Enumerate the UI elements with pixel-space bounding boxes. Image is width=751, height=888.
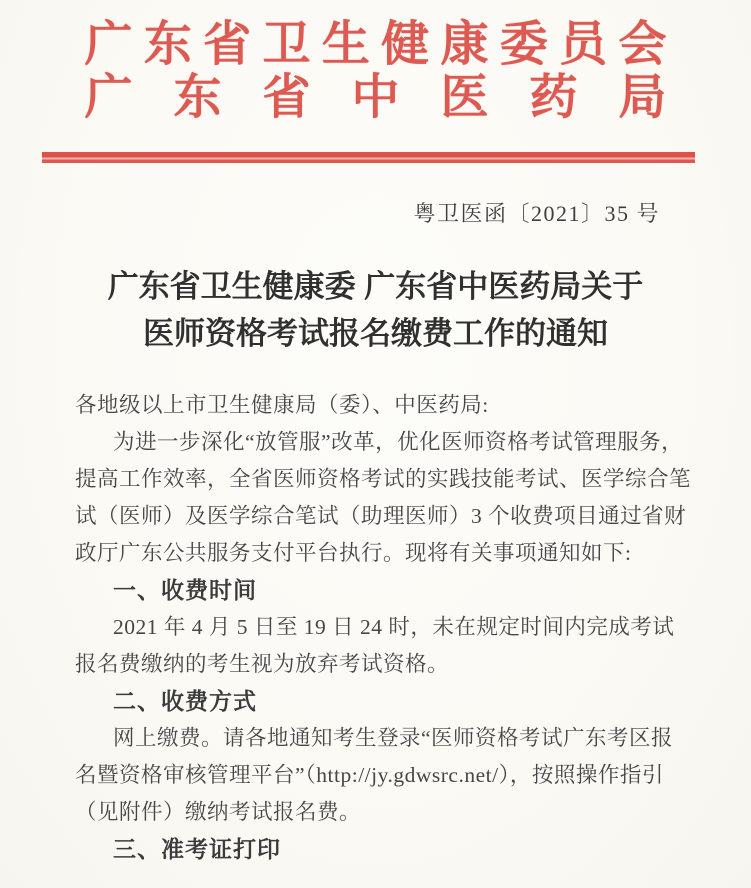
document-title	[0, 263, 751, 357]
section-1-heading: 一、收费时间	[113, 577, 257, 603]
document-number: 粤卫医函〔2021〕35 号	[413, 201, 660, 226]
intro-para-line-1: 为进一步深化“放管服”改革，优化医师资格考试管理服务，	[113, 430, 684, 454]
intro-para-line-2: 提高工作效率，全省医师资格考试的实践技能考试、医学综合笔	[75, 467, 692, 491]
section-2-line-2: 名暨资格审核管理平台”（http://jy.gdwsrc.net/），按照操作指引	[75, 763, 664, 787]
section-3-heading: 三、准考证打印	[113, 836, 281, 862]
title-line-1: 广东省卫生健康委 广东省中医药局关于	[107, 269, 644, 304]
letterhead-line-2: 广 东 省 中 医 药 局	[84, 71, 667, 124]
letterhead	[0, 0, 751, 163]
red-divider-rule	[42, 152, 695, 163]
title-line-2: 医师资格考试报名缴费工作的通知	[143, 316, 608, 351]
intro-para-line-3: 试（医师）及医学综合笔试（助理医师）3 个收费项目通过省财	[75, 504, 687, 528]
intro-para-line-4: 政厅广东公共服务支付平台执行。现将有关事项通知如下:	[75, 541, 632, 565]
section-1-line-1: 2021 年 4 月 5 日至 19 日 24 时，未在规定时间内完成考试	[113, 615, 675, 639]
document-body	[75, 387, 692, 868]
section-2-line-1: 网上缴费。请各地通知考生登录“医师资格考试广东考区报	[113, 726, 674, 750]
section-2-heading: 二、收费方式	[113, 688, 257, 714]
letterhead-line-1: 广 东 省 卫 生 健 康 委 员 会	[84, 18, 667, 71]
section-2-line-3: （见附件）缴纳考试报名费。	[75, 800, 362, 824]
section-1-line-2: 报名费缴纳的考生视为放弃考试资格。	[75, 652, 450, 676]
salutation: 各地级以上市卫生健康局（委）、中医药局:	[75, 393, 489, 417]
